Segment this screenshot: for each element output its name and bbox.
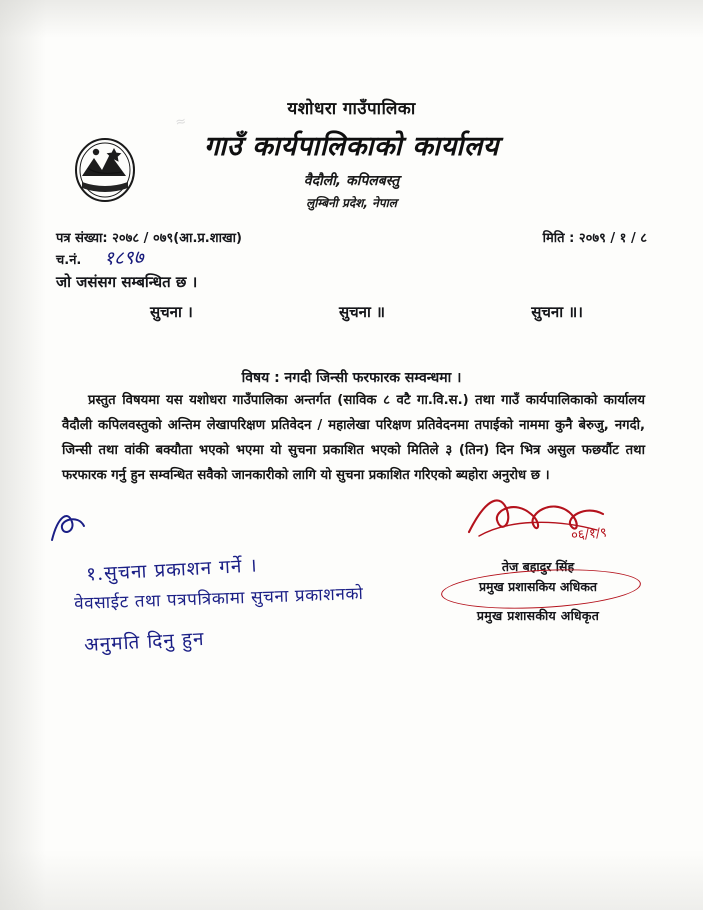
notice-headings [150, 302, 583, 322]
office-province: लुम्बिनी प्रदेश, नेपाल [306, 196, 397, 210]
document-date: मिति : २०७९ / १ / ८ [542, 231, 647, 246]
notice-heading-2: सुचना ॥ [338, 303, 386, 321]
handwritten-note-line-3: अनुमति दिनु हुन [83, 627, 205, 657]
faint-scan-artifact: ≈ [174, 113, 188, 131]
officer-title: प्रमुख प्रशासकिय अधिकत [478, 579, 598, 594]
blank-page-footer [0, 690, 703, 910]
handwritten-note-line-2: वेवसाईट तथा पत्रपत्रिकामा सुचना प्रकाशनको [73, 583, 364, 615]
letterhead [0, 96, 703, 211]
notice-heading-1: सुचना । [150, 303, 193, 321]
scan-shadow-top [0, 0, 703, 38]
chalani-label: च.नं. [56, 253, 82, 268]
office-address: वैदौली, कपिलबस्तु [303, 173, 400, 189]
chalani-number-handwritten: १८९७ [103, 246, 144, 270]
body-text [62, 388, 645, 488]
reference-number: पत्र संख्या: २०७८ / ०७९(आ.प्र.शाखा) [56, 231, 242, 246]
body-paragraph-1: प्रस्तुत विषयमा यस यशोधरा गाउँपालिका अन्तर्गत (साविक ८ वटै गा.वि.स.) तथा गाउँ कार्यपालिकाको कार्यालय वैदौली कपिलवस्तुको अन्तिम लेखापरिक्षण प्रतिवेदन / महालेखा परिक्षण प्रतिवेदनमा तपाईको नाममा कुनै बेरुजु, नगदी, जिन्सी तथा वांकी बक्यौता भएको भएमा यो सुचना प्रकाशित भएको मितिले ३ (तिन) दिन भित्र असुल फछर्यौट तथा फरफारक गर्नु हुन सम्वन्धित सवैको जानकारीको लागि यो सुचना प्रकाशित गरिएको ब्यहोरा अनुरोध छ । [62, 393, 645, 483]
signature-block [443, 520, 633, 624]
handwritten-initial-mark [48, 508, 88, 544]
handwritten-note-line-1: १.सुचना प्रकाशन गर्ने । [85, 554, 259, 586]
office-title: गाउँ कार्यपालिकाको कार्यालय [203, 131, 499, 162]
subject-line: विषय : नगदी जिन्सी फरफारक सम्वन्धमा । [241, 370, 462, 386]
municipality-name: यशोधरा गाउँपालिका [287, 99, 416, 119]
signature-date-ink: ०६/१/९ [570, 525, 608, 544]
notice-heading-3: सुचना ॥। [531, 303, 583, 321]
officer-title-stamp: प्रमुख प्रशासकीय अधिकृत [476, 608, 600, 623]
officer-name: तेज बहादुर सिंह [501, 559, 575, 574]
addressee-line: जो जसंसग सम्बन्धित छ । [56, 273, 198, 291]
